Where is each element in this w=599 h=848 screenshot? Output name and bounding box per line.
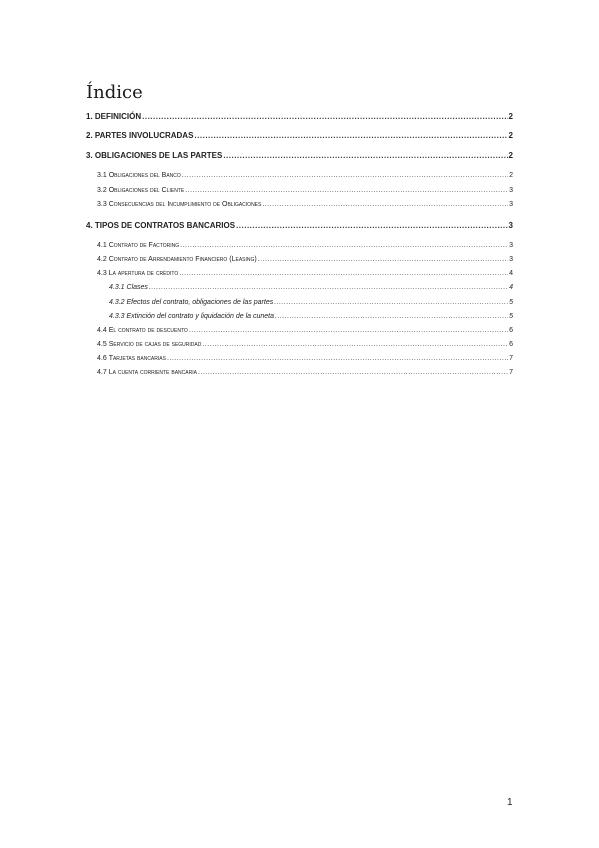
toc-entry-label: 4. TIPOS DE CONTRATOS BANCARIOS — [86, 221, 236, 230]
toc-entry-tipos-contratos[interactable] — [86, 221, 513, 230]
toc-entry-label: Consecuencias del Incumplimiento de Obligaciones — [108, 201, 262, 208]
toc-entry-number: 3.3 — [97, 201, 107, 208]
toc-entry-obligaciones-partes[interactable] — [86, 151, 513, 160]
toc-entry-label: Contrato de Factoring — [108, 242, 180, 249]
toc-entry-number: 4.4 — [97, 327, 107, 334]
toc-entry-label-group — [97, 355, 166, 362]
toc-entry-4-1[interactable] — [97, 242, 513, 249]
toc-entry-page: 4 — [509, 270, 513, 277]
toc-entry-4-3[interactable] — [97, 270, 513, 277]
dot-leader — [198, 369, 508, 376]
toc-entry-page: 6 — [509, 327, 513, 334]
toc-entry-label: 2. PARTES INVOLUCRADAS — [86, 131, 194, 140]
toc-entry-number: 4.2 — [97, 256, 107, 263]
toc-entry-page: 3 — [509, 242, 513, 249]
toc-entry-label: Obligaciones del Cliente — [108, 187, 185, 194]
toc-entry-label-group — [97, 201, 261, 208]
dot-leader — [194, 131, 507, 140]
toc-entry-number: 4.5 — [97, 341, 107, 348]
toc-entry-page: 3 — [508, 221, 513, 230]
dot-leader — [185, 187, 508, 194]
toc-entry-label: Contrato de Arrendamiento Financiero (Leasing) — [108, 256, 257, 263]
toc-entry-label-group — [97, 369, 197, 376]
toc-entry-number: 3.2 — [97, 187, 107, 194]
toc-entry-label: Obligaciones del Banco — [108, 172, 181, 179]
toc-entry-3-2[interactable] — [97, 187, 513, 194]
toc-entry-label-group — [97, 187, 184, 194]
toc-entry-label: Servicio de cajas de seguridad — [108, 341, 202, 348]
toc-entry-number: 3.1 — [97, 172, 107, 179]
toc-entry-page: 2 — [508, 151, 513, 160]
toc-entry-page: 5 — [509, 299, 513, 306]
dot-leader — [182, 172, 508, 179]
toc-entry-number: 4.1 — [97, 242, 107, 249]
toc-entry-4-4[interactable] — [97, 327, 513, 334]
toc-entry-page: 3 — [509, 201, 513, 208]
toc-entry-label: 1. DEFINICIÓN — [86, 112, 142, 121]
index-title: Índice — [86, 82, 143, 103]
toc-entry-page: 2 — [508, 112, 513, 121]
toc-entry-label-group — [97, 172, 181, 179]
toc-entry-page: 4 — [509, 284, 513, 291]
dot-leader — [142, 112, 507, 121]
dot-leader — [149, 284, 508, 291]
toc-entry-4-2[interactable] — [97, 256, 513, 263]
toc-entry-label: El contrato de descuento — [108, 327, 188, 334]
toc-entry-label: La apertura de crédito — [108, 270, 179, 277]
toc-entry-label: 4.3.2 Efectos del contrato, obligaciones de las partes — [109, 299, 274, 306]
toc-entry-number: 4.6 — [97, 355, 107, 362]
toc-entry-definicion[interactable] — [86, 112, 513, 121]
toc-entry-page: 7 — [509, 369, 513, 376]
toc-entry-number: 4.7 — [97, 369, 107, 376]
toc-entry-page: 7 — [509, 355, 513, 362]
dot-leader — [202, 341, 508, 348]
toc-entry-page: 3 — [509, 187, 513, 194]
toc-entry-page: 2 — [509, 172, 513, 179]
toc-entry-3-1[interactable] — [97, 172, 513, 179]
toc-entry-4-7[interactable] — [97, 369, 513, 376]
dot-leader — [275, 313, 508, 320]
dot-leader — [274, 299, 508, 306]
toc-entry-label: 3. OBLIGACIONES DE LAS PARTES — [86, 151, 223, 160]
toc-entry-4-5[interactable] — [97, 341, 513, 348]
toc-entry-label-group — [97, 270, 178, 277]
dot-leader — [262, 201, 508, 208]
toc-entry-label: La cuenta corriente bancaria — [108, 369, 197, 376]
toc-entry-4-3-2[interactable] — [109, 299, 513, 306]
dot-leader — [258, 256, 508, 263]
dot-leader — [167, 355, 508, 362]
toc-entry-label: Tarjetas bancarias — [108, 355, 166, 362]
toc-entry-label-group — [97, 242, 179, 249]
toc-entry-4-3-3[interactable] — [109, 313, 513, 320]
dot-leader — [180, 242, 508, 249]
dot-leader — [223, 151, 507, 160]
toc-entry-label-group — [97, 256, 257, 263]
toc-entry-page: 2 — [508, 131, 513, 140]
page-number: 1 — [507, 797, 513, 808]
dot-leader — [179, 270, 508, 277]
toc-entry-label: 4.3.3 Extinción del contrato y liquidación de la cuneta — [109, 313, 274, 320]
dot-leader — [236, 221, 507, 230]
toc-entry-label: 4.3.1 Clases — [109, 284, 148, 291]
toc-entry-page: 3 — [509, 256, 513, 263]
dot-leader — [189, 327, 508, 334]
toc-entry-4-6[interactable] — [97, 355, 513, 362]
toc-entry-number: 4.3 — [97, 270, 107, 277]
toc-entry-4-3-1[interactable] — [109, 284, 513, 291]
toc-entry-label-group — [97, 341, 201, 348]
toc-entry-partes-involucradas[interactable] — [86, 131, 513, 140]
toc-entry-page: 6 — [509, 341, 513, 348]
toc-entry-3-3[interactable] — [97, 201, 513, 208]
toc-entry-page: 5 — [509, 313, 513, 320]
toc-entry-label-group — [97, 327, 188, 334]
